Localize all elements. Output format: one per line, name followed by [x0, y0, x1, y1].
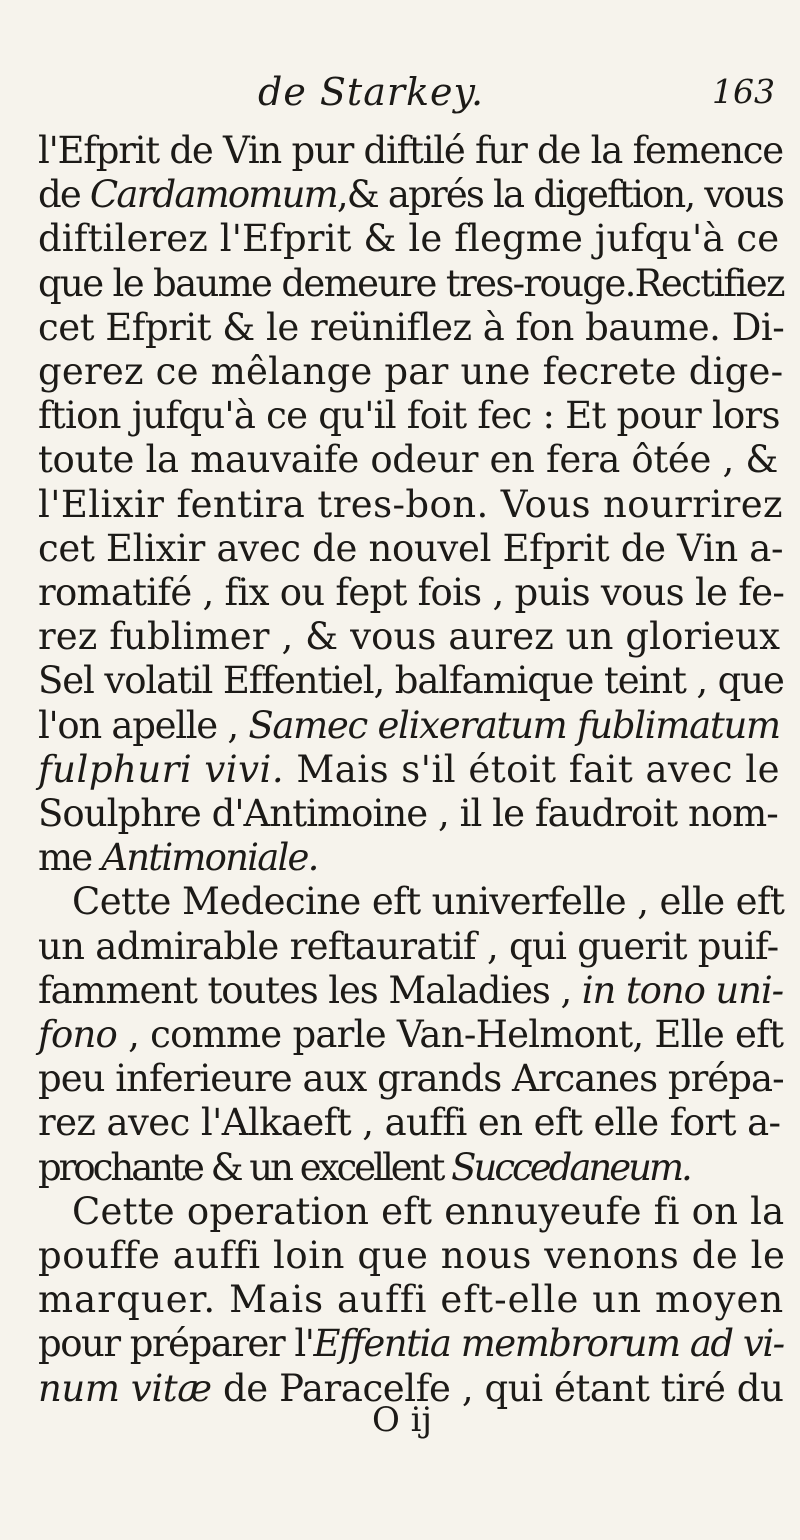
text-run: Mais s'il étoit fait avec le	[284, 747, 780, 791]
text-line	[38, 968, 783, 1013]
text-line	[38, 1056, 784, 1101]
text-run: l'Efprit de Vin pur diftilé fur de la femence	[38, 129, 783, 172]
text-run: toute la mauvaife odeur en fera ôtée , &	[38, 438, 778, 482]
text-line	[72, 879, 784, 924]
text-run: famment toutes les Maladies ,	[38, 968, 582, 1012]
text-run: prochante & un excellent	[38, 1145, 452, 1189]
italic-text: Succedaneum.	[451, 1145, 690, 1189]
text-line	[38, 703, 780, 748]
text-line	[38, 216, 779, 261]
running-head: de Starkey.	[258, 70, 485, 114]
text-line	[38, 393, 780, 438]
text-run: ,& aprés la digeftion, vous	[336, 173, 784, 217]
text-line	[38, 924, 778, 969]
text-line	[38, 1233, 786, 1278]
text-run: marquer. Mais auffi eft-elle un moyen	[38, 1278, 785, 1322]
text-line	[38, 791, 778, 836]
text-line	[38, 261, 784, 306]
text-line	[38, 305, 784, 350]
text-line	[38, 1100, 780, 1145]
italic-text: in tono uni-	[581, 968, 784, 1012]
text-run: diftilerez l'Efprit & le flegme jufqu'à ce	[38, 217, 780, 261]
text-run: cet Efprit & le reüniflez à fon baume. Di-	[38, 305, 785, 349]
text-run: l'on apelle ,	[38, 703, 249, 747]
text-line	[38, 349, 783, 394]
text-run: de Paracelfe , qui étant tiré du	[211, 1366, 784, 1410]
page-number: 163	[712, 72, 775, 111]
italic-text: num vitæ	[38, 1366, 212, 1410]
text-line	[38, 1321, 784, 1366]
italic-text: fono	[38, 1013, 118, 1056]
text-run: Cette operation eft ennuyeufe fi on la	[72, 1189, 785, 1233]
text-line	[38, 482, 783, 527]
text-run: rez avec l'Alkaeft , auffi en eft elle fort a-	[38, 1101, 781, 1145]
text-line	[38, 172, 783, 217]
italic-text: Cardamomum	[89, 173, 337, 217]
text-line	[38, 570, 784, 615]
text-run: cet Elixir avec de nouvel Efprit de Vin a-	[38, 526, 784, 570]
text-run: de	[38, 173, 90, 217]
text-run: Sel volatil Effentiel, balfamique teint , que	[38, 659, 784, 703]
text-line	[38, 747, 780, 792]
text-line	[38, 1277, 784, 1322]
text-run: romatifé , fix ou fept fois , puis vous le fe-	[38, 571, 785, 614]
italic-text: Effentia membrorum ad vi-	[313, 1322, 784, 1366]
text-line	[38, 658, 784, 703]
text-run: me	[38, 836, 102, 880]
italic-text: Samec elixeratum fublimatum	[248, 703, 780, 747]
text-run: peu inferieure aux grands Arcanes prépa-	[38, 1057, 784, 1101]
text-line	[38, 835, 318, 880]
text-line	[72, 1189, 784, 1234]
text-run: , comme parle Van-Helmont, Elle eft	[117, 1013, 784, 1056]
text-run: l'Elixir fentira tres-bon. Vous nourrirez	[38, 482, 783, 526]
text-line	[38, 437, 778, 482]
text-run: que le baume demeure tres-rouge.Rectifiez	[38, 261, 784, 305]
text-run: gerez ce mêlange par une fecrete dige-	[38, 350, 784, 393]
text-run: un admirable reftauratif , qui guerit puif-	[38, 924, 779, 968]
text-run: pouffe auffi loin que nous venons de le	[38, 1234, 786, 1277]
text-run: Cette Medecine eft univerfelle , elle eft	[72, 880, 785, 924]
text-run: Soulphre d'Antimoine , il le faudroit nom-	[38, 792, 778, 835]
text-line	[38, 526, 783, 571]
text-line	[38, 1145, 690, 1190]
text-line	[38, 128, 783, 173]
text-line	[38, 614, 780, 659]
text-run: rez fublimer , & vous aurez un glorieux	[38, 615, 781, 659]
italic-text: fulphuri vivi.	[38, 747, 285, 791]
text-run: pour préparer l'	[38, 1322, 314, 1366]
page-header	[0, 70, 800, 120]
text-run: ftion jufqu'à ce qu'il foit fec : Et pour lors	[38, 394, 780, 438]
italic-text: Antimoniale.	[101, 836, 318, 880]
text-line	[38, 1012, 783, 1057]
signature-mark: O ij	[372, 1400, 433, 1440]
